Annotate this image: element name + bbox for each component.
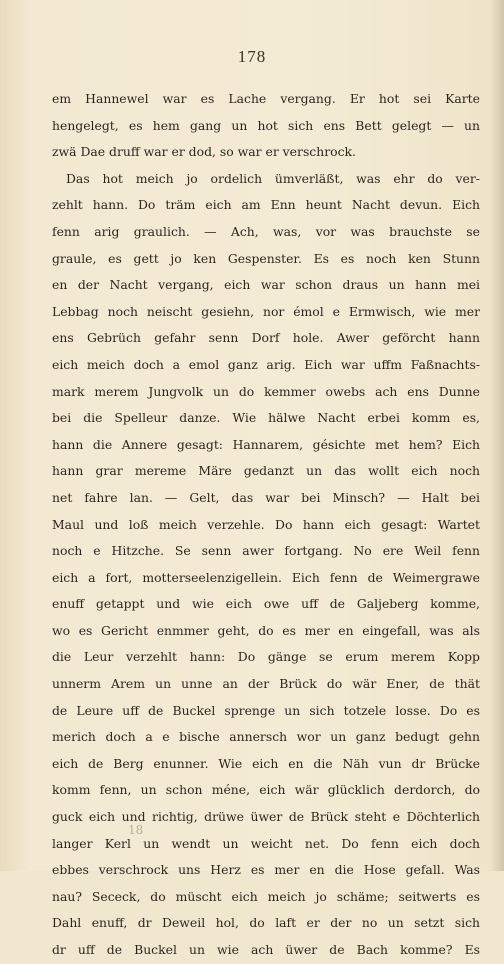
- text-line: nau? Sececk, do müscht eich meich jo schäme; seitwerts es: [52, 888, 480, 904]
- text-line: em Hannewel war es Lache vergang. Er hot sei Karte: [52, 91, 480, 106]
- page-edge-shadow: [490, 0, 504, 871]
- text-line: enuff getappt und wie eich owe uff de Galjeberg komme,: [52, 596, 480, 612]
- text-line: mark merem Jungvolk un do kemmer owebs ach ens Dunne: [52, 383, 480, 399]
- text-line: wo es Gericht enmmer geht, do es mer en eingefall, was als: [52, 622, 480, 638]
- text-line: unnerm Arem un unne an der Brück do wär Ener, de thät: [52, 676, 480, 692]
- text-line: hann die Annere gesagt: Hannarem, gésichte met hem? Eich: [52, 436, 480, 452]
- text-line: eich de Berg enunner. Wie eich en die Näh vun dr Brücke: [52, 755, 480, 771]
- text-line: langer Kerl un wendt un weicht net. Do fenn eich doch: [52, 835, 480, 851]
- text-line: graule, es gett jo ken Gespenster. Es es noch ken Stunn: [52, 250, 480, 266]
- page-number: 178: [237, 47, 267, 66]
- text-line: guck eich und richtig, drüwe üwer de Brück steht e Döchterlich: [52, 809, 480, 825]
- text-line: en der Nacht vergang, eich war schon draus un hann mei: [52, 277, 480, 293]
- text-line: eich a fort, motterseelenzigellein. Eich fenn de Weimergrawe: [52, 569, 480, 585]
- text-line: de Leure uff de Buckel sprenge un sich totzele losse. Do es: [52, 702, 480, 718]
- text-line: eich meich doch a emol ganz arig. Eich war uffm Faßnachts-: [52, 356, 480, 372]
- text-line: bei die Spelleur danze. Wie hälwe Nacht erbei komm es,: [52, 410, 480, 426]
- text-line: dr uff de Buckel un wie ach üwer de Bach komme? Es: [52, 942, 480, 957]
- text-line: net fahre lan. — Gelt, das war bei Minsch? — Halt bei: [52, 489, 480, 505]
- text-line: noch e Hitzche. Se senn awer fortgang. No ere Weil fenn: [52, 543, 480, 559]
- text-line: ebbes verschrock uns Herz es mer en die Hose gefall. Was: [52, 862, 480, 878]
- body-text: [52, 86, 480, 964]
- text-line: Dahl enuff, dr Deweil hol, do laft er der no un setzt sich: [52, 915, 480, 931]
- text-line: hann grar mereme Märe gedanzt un das wollt eich noch: [52, 463, 480, 479]
- text-line: komm fenn, un schon méne, eich wär glücklich derdorch, do: [52, 782, 480, 798]
- text-line: merich doch a e bische annersch wor un ganz bedugt gehn: [52, 729, 480, 745]
- text-line: Lebbag noch neischt gesiehn, nor émol e Ermwisch, wie mer: [52, 303, 480, 319]
- text-line: hengelegt, es hem gang un hot sich ens Bett gelegt — un: [52, 117, 480, 133]
- text-line: zwä Dae druff war er dod, so war er verschrock.: [52, 144, 356, 160]
- text-line: Maul und loß meich verzehle. Do hann eich gesagt: Wartet: [52, 516, 480, 532]
- text-line: zehlt hann. Do träm eich am Enn heunt Nacht devun. Eich: [52, 197, 480, 213]
- text-line: fenn arig graulich. — Ach, was, vor was brauchste se: [52, 223, 480, 239]
- text-line: Das hot meich jo ordelich ümverläßt, was ehr do ver-: [66, 170, 480, 186]
- text-line: die Leur verzehlt hann: Do gänge se erum merem Kopp: [52, 649, 480, 665]
- faint-footer-mark: 18: [128, 823, 144, 837]
- text-line: ens Gebrüch gefahr senn Dorf hole. Awer geförcht hann: [52, 330, 480, 346]
